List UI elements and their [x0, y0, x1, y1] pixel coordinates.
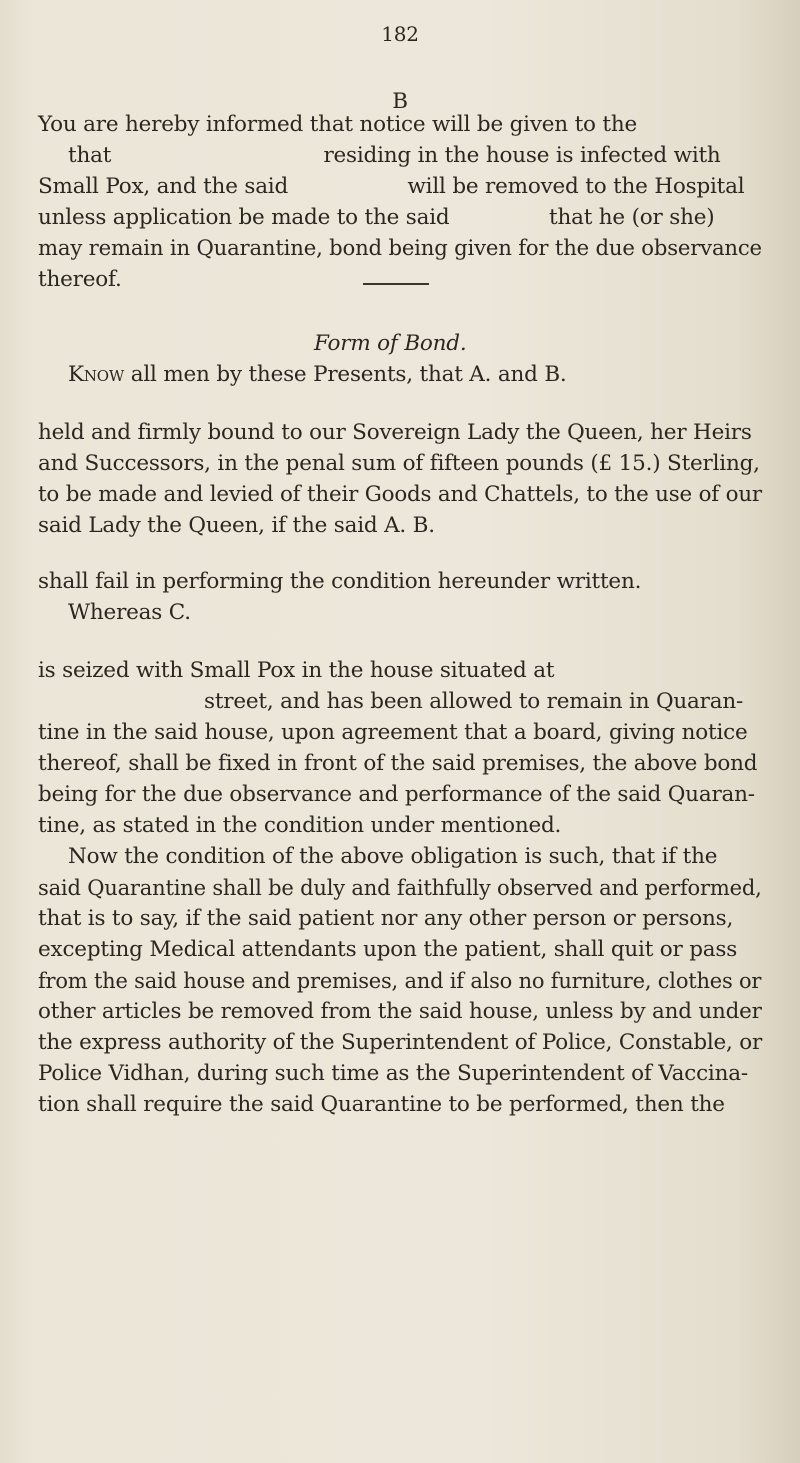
- bond-line: that is to say, if the said patient nor any other person or persons,: [38, 906, 734, 931]
- notice-line: may remain in Quarantine, bond being given for the due observance: [38, 236, 762, 261]
- bond-line: and Successors, in the penal sum of fifteen pounds (£ 15.) Sterling,: [38, 451, 760, 476]
- bond-line: being for the due observance and performance of the said Quaran-: [38, 782, 755, 807]
- bond-title: Form of Bond.: [314, 331, 467, 356]
- bond-line: excepting Medical attendants upon the patient, shall quit or pass: [38, 937, 738, 962]
- bond-opening-rest: all men by these Presents, that A. and B.: [124, 362, 567, 387]
- bond-opening: [68, 361, 567, 389]
- bond-line: from the said house and premises, and if also no furniture, clothes or: [38, 969, 762, 993]
- bond-line: held and firmly bound to our Sovereign Lady the Queen, her Heirs: [38, 420, 752, 445]
- bond-line: to be made and levied of their Goods and Chattels, to the use of our: [38, 482, 762, 507]
- page-number: 182: [381, 22, 419, 46]
- notice-line: You are hereby informed that notice will be given to the: [38, 112, 638, 137]
- notice-line: unless application be made to the said that he (or she): [38, 205, 715, 230]
- notice-line: that residing in the house is infected with: [68, 143, 721, 168]
- bond-line: other articles be removed from the said house, unless by and under: [38, 999, 762, 1024]
- bond-line: Police Vidhan, during such time as the Superintendent of Vaccina-: [38, 1061, 748, 1086]
- notice-heading: B: [392, 89, 408, 114]
- notice-line: thereof.: [38, 267, 122, 292]
- bond-line: Now the condition of the above obligation is such, that if the: [68, 844, 718, 869]
- bond-opening-word: Know: [68, 362, 125, 387]
- bond-line: tine in the said house, upon agreement that a board, giving notice: [38, 720, 748, 745]
- bond-line: the express authority of the Superintendent of Police, Constable, or: [38, 1030, 763, 1055]
- bond-line: street, and has been allowed to remain in Quaran-: [204, 689, 744, 714]
- bond-line: is seized with Small Pox in the house situated at: [38, 658, 555, 683]
- bond-line: Whereas C.: [68, 600, 191, 625]
- notice-line: Small Pox, and the said will be removed to the Hospital: [38, 174, 745, 199]
- bond-line: shall fail in performing the condition hereunder written.: [38, 569, 642, 594]
- bond-line: said Quarantine shall be duly and faithfully observed and performed,: [38, 875, 762, 900]
- bond-line: thereof, shall be fixed in front of the said premises, the above bond: [38, 751, 758, 776]
- bond-line: tine, as stated in the condition under mentioned.: [38, 813, 562, 838]
- bond-line: tion shall require the said Quarantine to be performed, then the: [38, 1092, 725, 1117]
- section-divider: [363, 283, 429, 285]
- bond-line: said Lady the Queen, if the said A. B.: [38, 513, 435, 538]
